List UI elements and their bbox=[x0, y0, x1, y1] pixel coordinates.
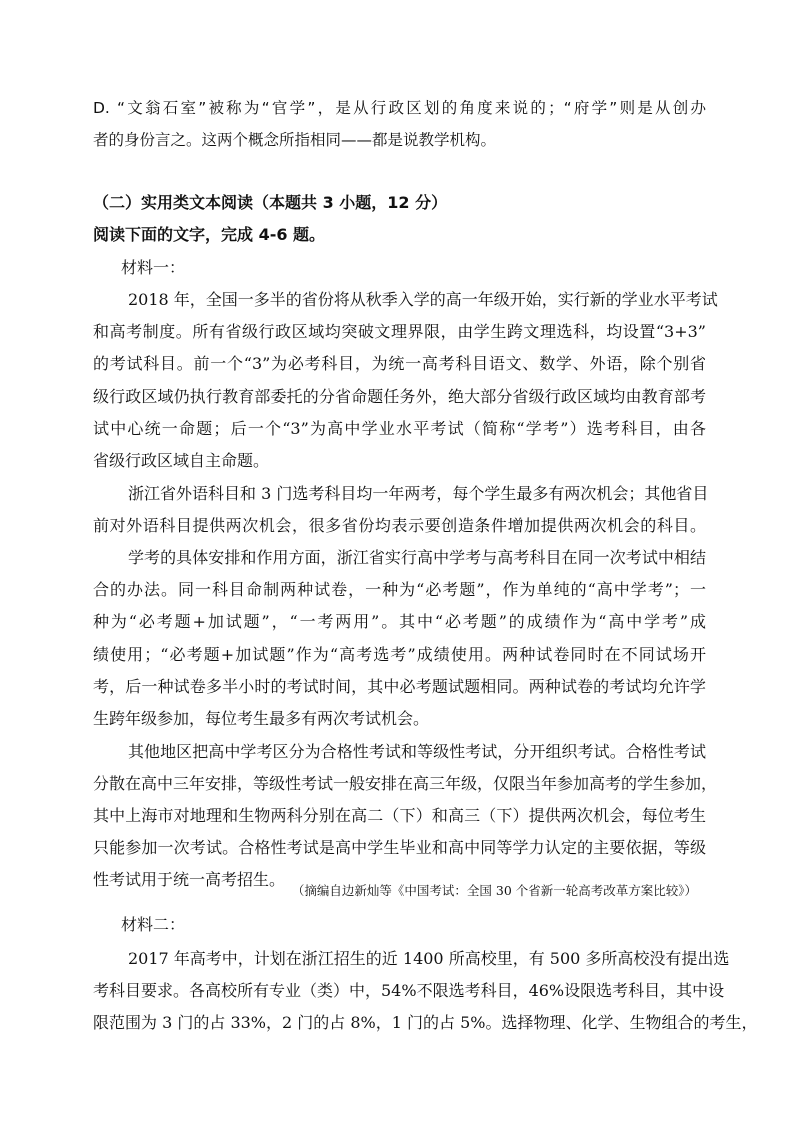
material1-label: 材料一： bbox=[121, 258, 186, 277]
paragraph-line: 其他地区把高中学考区分为合格性考试和等级性考试，分开组织考试。合格性考试 bbox=[128, 742, 706, 761]
paragraph-line: 考，后一种试卷多半小时的考试时间，其中必考题试题相同。两种试卷的考试均允许学 bbox=[93, 677, 706, 696]
paragraph-line: 学考的具体安排和作用方面，浙江省实行高中学考与高考科目在同一次考试中相结 bbox=[128, 548, 706, 567]
paragraph-line: 生跨年级参加，每位考生最多有两次考试机会。 bbox=[93, 709, 430, 728]
option-d-line-2: 者的身份言之。这两个概念所指相同——都是说教学机构。 bbox=[93, 131, 497, 149]
paragraph-line: 级行政区域仍执行教育部委托的分省命题任务外，绝大部分省级行政区域均由教育部考 bbox=[93, 387, 706, 406]
paragraph-line: 省级行政区域自主命题。 bbox=[93, 451, 270, 470]
paragraph-line: 合的办法。同一科目命制两种试卷，一种为“必考题”，作为单纯的“高中学考”；一 bbox=[93, 580, 706, 599]
paragraph-line: 其中上海市对地理和生物两科分别在高二（下）和高三（下）提供两次机会，每位考生 bbox=[93, 806, 706, 825]
section-instruction: 阅读下面的文字，完成 4-6 题。 bbox=[93, 225, 326, 244]
paragraph-line: 分散在高中三年安排，等级性考试一般安排在高三年级，仅限当年参加高考的学生参加， bbox=[93, 774, 718, 793]
paragraph-line: 绩使用；“必考题+加试题”作为“高考选考”成绩使用。两种试卷同时在不同试场开 bbox=[93, 645, 706, 664]
section-heading: （二）实用类文本阅读（本题共 3 小题，12 分） bbox=[93, 193, 448, 212]
paragraph-line: 只能参加一次考试。合格性考试是高中学生毕业和高中同等学力认定的主要依据，等级 bbox=[93, 838, 706, 857]
paragraph-line: 的考试科目。前一个“3”为必考科目，为统一高考科目语文、数学、外语，除个别省 bbox=[93, 354, 706, 373]
paragraph-line: 2017 年高考中，计划在浙江招生的近 1400 所高校里，有 500 多所高校没有提出选 bbox=[128, 949, 730, 968]
material1-source: （摘编自边新灿等《中国考试：全国 30 个省新一轮高考改革方案比较》） bbox=[291, 883, 697, 898]
paragraph-line: 试中心统一命题；后一个“3”为高中学业水平考试（简称“学考”）选考科目，由各 bbox=[93, 419, 706, 438]
paragraph-line: 种为“必考题+加试题”，“一考两用”。其中“必考题”的成绩作为“高中学考”成 bbox=[93, 612, 706, 631]
paragraph-line: 限范围为 3 门的占 33%，2 门的占 8%，1 门的占 5%。选择物理、化学、生物组合的考生， bbox=[93, 1013, 758, 1032]
paragraph-line: 前对外语科目提供两次机会，很多省份均表示要创造条件增加提供两次机会的科目。 bbox=[93, 516, 706, 535]
paragraph-line: 性考试用于统一高考招生。 bbox=[93, 870, 286, 889]
paragraph-line: 和高考制度。所有省级行政区域均突破文理界限，由学生跨文理选科，均设置“3+3” bbox=[93, 322, 706, 341]
option-d-line-1: D. “文翁石室”被称为“官学”，是从行政区划的角度来说的；“府学”则是从创办 bbox=[93, 99, 706, 117]
paragraph-line: 浙江省外语科目和 3 门选考科目均一年两考，每个学生最多有两次机会；其他省目 bbox=[128, 484, 709, 503]
paragraph-line: 考科目要求。各高校所有专业（类）中，54%不限选考科目，46%设限选考科目，其中设 bbox=[93, 981, 725, 1000]
paragraph-line: 2018 年，全国一多半的省份将从秋季入学的高一年级开始，实行新的学业水平考试 bbox=[128, 290, 718, 309]
material2-label: 材料二： bbox=[121, 915, 186, 934]
